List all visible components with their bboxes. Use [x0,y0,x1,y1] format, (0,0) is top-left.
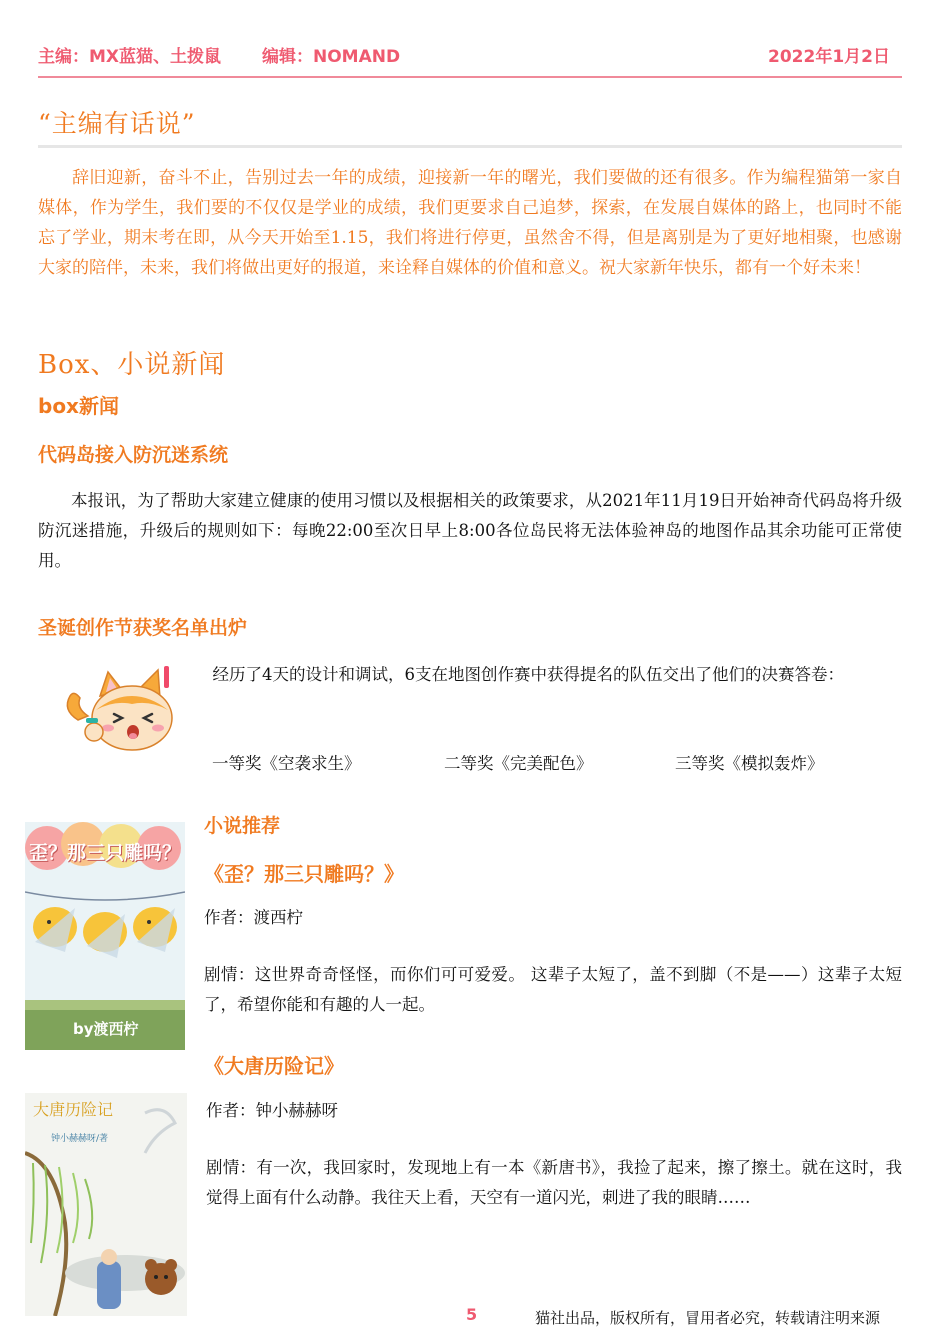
novel-title-tang: 《大唐历险记》 [204,1054,344,1078]
cover-title-text: 歪？那三只雕吗？ [29,842,182,864]
header-divider [38,76,902,78]
news-title-anti-addiction: 代码岛接入防沉迷系统 [38,444,229,466]
novel-author-ducks: 作者：渡西柠 [204,908,303,927]
award-first: 一等奖《空袭求生》 [212,754,361,773]
section-subtitle: box新闻 [38,394,119,418]
novel-title-ducks: 《歪？那三只雕吗？》 [204,862,404,886]
editor-label: 主编：MX蓝猫、土拨鼠 [38,47,222,67]
subeditor-label: 编辑：NOMAND [262,47,401,67]
novels-heading: 小说推荐 [204,815,281,837]
novel-cover-tang [25,1093,187,1316]
novel-cover-ducks [25,822,185,1050]
intro-divider [38,145,902,148]
section-title: Box、小说新闻 [38,350,226,380]
cover-title-text-tang: 大唐历险记 [33,1100,114,1119]
intro-title: “主编有话说” [38,109,196,138]
news-text-anti-addiction: 本报讯，为了帮助大家建立健康的使用习惯以及根据相关的政策要求，从2021年11月19日开始神奇代码岛将升级防沉迷措施，升级后的规则如下：每晚22:00至次日早上8:00各位岛民将无法体验神岛的地图作品其余功能可正常使用。 [38,491,902,570]
cover-byline-text: by渡西柠 [73,1020,139,1038]
issue-date: 2022年1月2日 [768,47,890,67]
cover-byline-text-tang: 钟小赫赫呀/著 [51,1134,109,1144]
award-third: 三等奖《模拟轰炸》 [675,754,824,773]
novel-author-tang: 作者：钟小赫赫呀 [206,1101,338,1120]
copyright-note: 猫社出品，版权所有，冒用者必究，转载请注明来源 [535,1309,881,1327]
novel-plot-tang: 剧情：有一次，我回家时，发现地上有一本《新唐书》，我捡了起来，擦了擦土。就在这时，我觉得上面有什么动静。我往天上看，天空有一道闪光，刺进了我的眼睛…… [206,1158,902,1207]
novel-plot-ducks: 剧情：这世界奇奇怪怪，而你们可可爱爱。 这辈子太短了，盖不到脚（不是——）这辈子太短了，希望你能和有趣的人一起。 [204,965,902,1014]
intro-text: 辞旧迎新，奋斗不止，告别过去一年的成绩，迎接新一年的曙光，我们要做的还有很多。作为编程猫第一家自媒体，作为学生，我们要的不仅仅是学业的成绩，我们更要求自己追梦，探索，在发展自媒体的路上，也同时不能忘了学业，期末考在即，从今天开始至1.15，我们将进行停更，虽然舍不得，但是离别是为了更好地相聚，也感谢大家的陪伴，未来，我们将做出更好的报道，来诠释自媒体的价值和意义。祝大家新年快乐，都有一个好未来！ [38,168,902,278]
award-second: 二等奖《完美配色》 [444,754,593,773]
page-number: 5 [466,1305,478,1324]
news-title-christmas-awards: 圣诞创作节获奖名单出炉 [38,617,248,639]
cat-mascot-illustration [60,660,185,760]
news-text-christmas-awards: 经历了4天的设计和调试，6支在地图创作赛中获得提名的队伍交出了他们的决赛答卷： [212,665,844,684]
